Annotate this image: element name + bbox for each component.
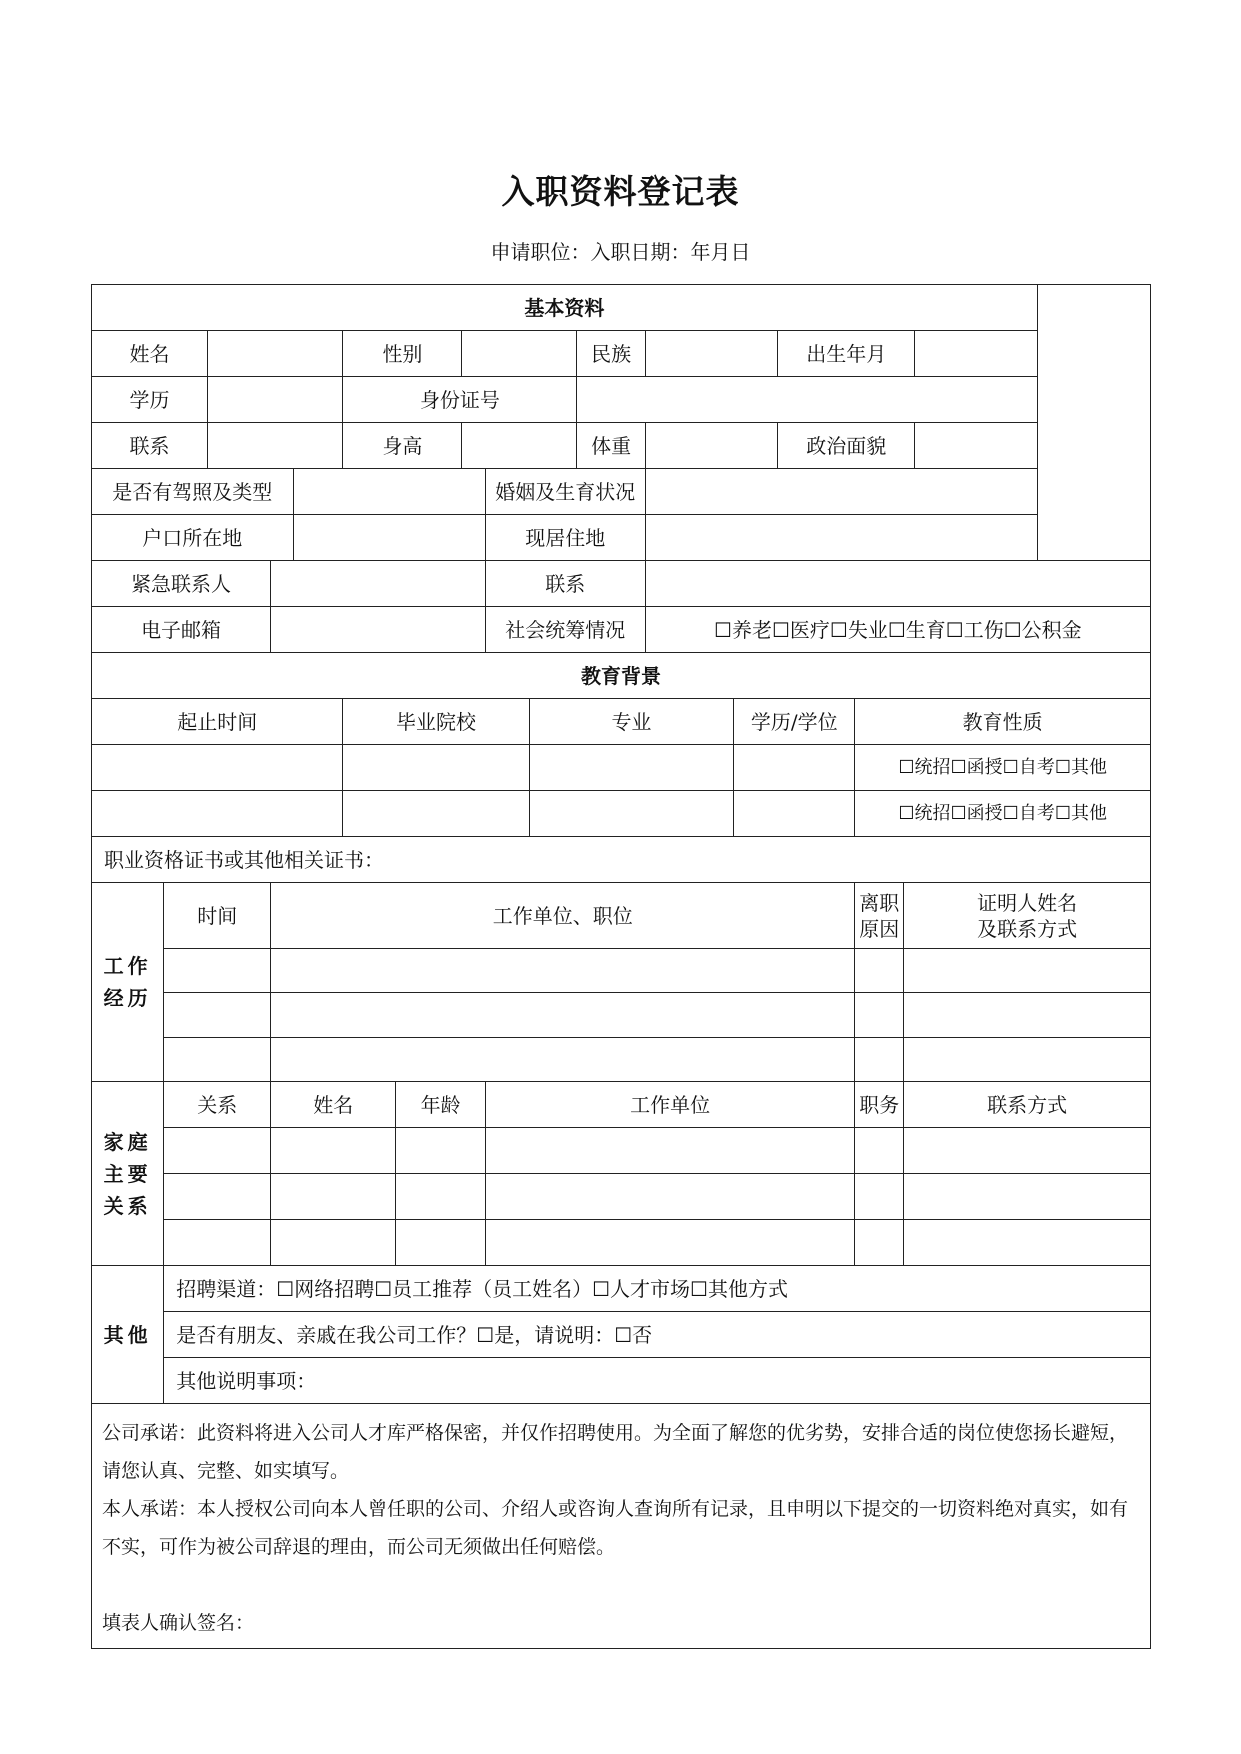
gender-field[interactable]: [462, 331, 577, 377]
photo-box[interactable]: [1037, 285, 1150, 561]
edu-degree-cell[interactable]: [734, 745, 855, 791]
gender-label: 性别: [343, 331, 462, 377]
family-age-cell[interactable]: [396, 1174, 486, 1220]
family-relation-cell[interactable]: [164, 1174, 271, 1220]
family-col-employer: 工作单位: [485, 1082, 854, 1128]
work-reason-cell[interactable]: [855, 949, 904, 993]
family-col-age: 年龄: [396, 1082, 486, 1128]
id-number-field[interactable]: [577, 377, 1037, 423]
family-employer-cell[interactable]: [485, 1128, 854, 1174]
family-employer-cell[interactable]: [485, 1174, 854, 1220]
marriage-label: 婚姻及生育状况: [485, 469, 645, 515]
insurance-label: 社会统筹情况: [485, 607, 645, 653]
edu-col-major: 专业: [529, 699, 734, 745]
edu-col-nature: 教育性质: [855, 699, 1151, 745]
edu-major-cell[interactable]: [529, 745, 734, 791]
edu-col-school: 毕业院校: [343, 699, 529, 745]
work-employer-cell[interactable]: [271, 949, 855, 993]
self-promise: 本人承诺：本人授权公司向本人曾任职的公司、介绍人或咨询人查询所有记录，且申明以下提交的一切资料绝对真实，如有不实，可作为被公司辞退的理由，而公司无须做出任何赔偿。: [102, 1498, 1129, 1558]
work-side-label: 工作经历: [92, 883, 164, 1082]
family-contact-cell[interactable]: [904, 1174, 1151, 1220]
birth-label: 出生年月: [778, 331, 915, 377]
education-label: 学历: [92, 377, 208, 423]
education-field[interactable]: [208, 377, 343, 423]
page-title: 入职资料登记表: [501, 172, 740, 211]
education-section-header: 教育背景: [92, 653, 1151, 699]
page-subtitle: 申请职位：入职日期：年月日: [490, 240, 751, 264]
politics-label: 政治面貌: [778, 423, 915, 469]
family-position-cell[interactable]: [855, 1128, 904, 1174]
edu-school-cell[interactable]: [343, 745, 529, 791]
edu-period-cell[interactable]: [92, 791, 343, 837]
table-row: [92, 1220, 1151, 1266]
work-reference-cell[interactable]: [904, 993, 1151, 1038]
work-reason-cell[interactable]: [855, 993, 904, 1038]
contact-field[interactable]: [208, 423, 343, 469]
family-relation-cell[interactable]: [164, 1128, 271, 1174]
edu-period-cell[interactable]: [92, 745, 343, 791]
promise-section: [92, 1404, 1151, 1649]
hukou-field[interactable]: [293, 515, 485, 561]
contact-label: 联系: [92, 423, 208, 469]
edu-degree-cell[interactable]: [734, 791, 855, 837]
height-field[interactable]: [462, 423, 577, 469]
hukou-label: 户口所在地: [92, 515, 294, 561]
family-col-name: 姓名: [271, 1082, 396, 1128]
family-age-cell[interactable]: [396, 1128, 486, 1174]
height-label: 身高: [343, 423, 462, 469]
work-col-reference-line1: 证明人姓名: [977, 890, 1078, 915]
family-position-cell[interactable]: [855, 1174, 904, 1220]
family-age-cell[interactable]: [396, 1220, 486, 1266]
emergency-contact-field[interactable]: [645, 561, 1150, 607]
work-time-cell[interactable]: [164, 993, 271, 1038]
family-position-cell[interactable]: [855, 1220, 904, 1266]
edu-school-cell[interactable]: [343, 791, 529, 837]
edu-nature-options[interactable]: ☐统招☐函授☐自考☐其他: [855, 745, 1151, 791]
family-col-relation: 关系: [164, 1082, 271, 1128]
work-col-reference-line2: 及联系方式: [977, 916, 1078, 941]
ethnicity-label: 民族: [577, 331, 645, 377]
edu-nature-options[interactable]: ☐统招☐函授☐自考☐其他: [855, 791, 1151, 837]
company-promise: 公司承诺：此资料将进入公司人才库严格保密，并仅作招聘使用。为全面了解您的优劣势，安排合适的岗位使您扬长避短，请您认真、完整、如实填写。: [102, 1422, 1129, 1482]
table-row: [92, 993, 1151, 1038]
certificates-field[interactable]: 职业资格证书或其他相关证书：: [92, 837, 1151, 883]
table-row: [92, 1128, 1151, 1174]
work-employer-cell[interactable]: [271, 993, 855, 1038]
work-col-employer: 工作单位、职位: [271, 883, 855, 949]
family-contact-cell[interactable]: [904, 1220, 1151, 1266]
registration-form: [91, 284, 1151, 1649]
residence-label: 现居住地: [485, 515, 645, 561]
work-col-reason: 离职原因: [855, 883, 904, 949]
work-reference-cell[interactable]: [904, 949, 1151, 993]
recruit-channel-options[interactable]: 招聘渠道：☐网络招聘☐员工推荐（员工姓名）☐人才市场☐其他方式: [164, 1266, 1151, 1312]
table-row: [92, 1174, 1151, 1220]
friends-question[interactable]: 是否有朋友、亲戚在我公司工作？☐是，请说明：☐否: [164, 1312, 1151, 1358]
edu-major-cell[interactable]: [529, 791, 734, 837]
birth-field[interactable]: [915, 331, 1037, 377]
politics-field[interactable]: [915, 423, 1037, 469]
other-notes-field[interactable]: 其他说明事项：: [164, 1358, 1151, 1404]
residence-field[interactable]: [645, 515, 1037, 561]
table-row: [92, 745, 1151, 791]
work-reference-cell[interactable]: [904, 1038, 1151, 1082]
basic-section-header: 基本资料: [92, 285, 1038, 331]
work-col-reference: [904, 883, 1151, 949]
name-label: 姓名: [92, 331, 208, 377]
email-label: 电子邮箱: [92, 607, 271, 653]
work-employer-cell[interactable]: [271, 1038, 855, 1082]
family-employer-cell[interactable]: [485, 1220, 854, 1266]
work-reason-cell[interactable]: [855, 1038, 904, 1082]
family-col-contact: 联系方式: [904, 1082, 1151, 1128]
emergency-label: 紧急联系人: [92, 561, 271, 607]
family-side-label: 家庭主要关系: [92, 1082, 164, 1266]
family-contact-cell[interactable]: [904, 1128, 1151, 1174]
table-row: [92, 791, 1151, 837]
ethnicity-field[interactable]: [645, 331, 777, 377]
work-time-cell[interactable]: [164, 1038, 271, 1082]
table-row: [92, 949, 1151, 993]
family-relation-cell[interactable]: [164, 1220, 271, 1266]
weight-field[interactable]: [645, 423, 777, 469]
edu-col-period: 起止时间: [92, 699, 343, 745]
name-field[interactable]: [208, 331, 343, 377]
other-side-label: 其他: [92, 1266, 164, 1404]
family-col-position: 职务: [855, 1082, 904, 1128]
marriage-field[interactable]: [645, 469, 1037, 515]
signature-field[interactable]: 填表人确认签名：: [102, 1612, 255, 1634]
id-number-label: 身份证号: [343, 377, 577, 423]
license-field[interactable]: [293, 469, 485, 515]
table-row: [92, 1038, 1151, 1082]
family-name-cell[interactable]: [271, 1128, 396, 1174]
work-time-cell[interactable]: [164, 949, 271, 993]
family-name-cell[interactable]: [271, 1174, 396, 1220]
edu-col-degree: 学历/学位: [734, 699, 855, 745]
work-col-time: 时间: [164, 883, 271, 949]
email-field[interactable]: [271, 607, 486, 653]
family-name-cell[interactable]: [271, 1220, 396, 1266]
weight-label: 体重: [577, 423, 645, 469]
emergency-contact-label: 联系: [485, 561, 645, 607]
insurance-options[interactable]: ☐养老☐医疗☐失业☐生育☐工伤☐公积金: [645, 607, 1150, 653]
emergency-field[interactable]: [271, 561, 486, 607]
license-label: 是否有驾照及类型: [92, 469, 294, 515]
